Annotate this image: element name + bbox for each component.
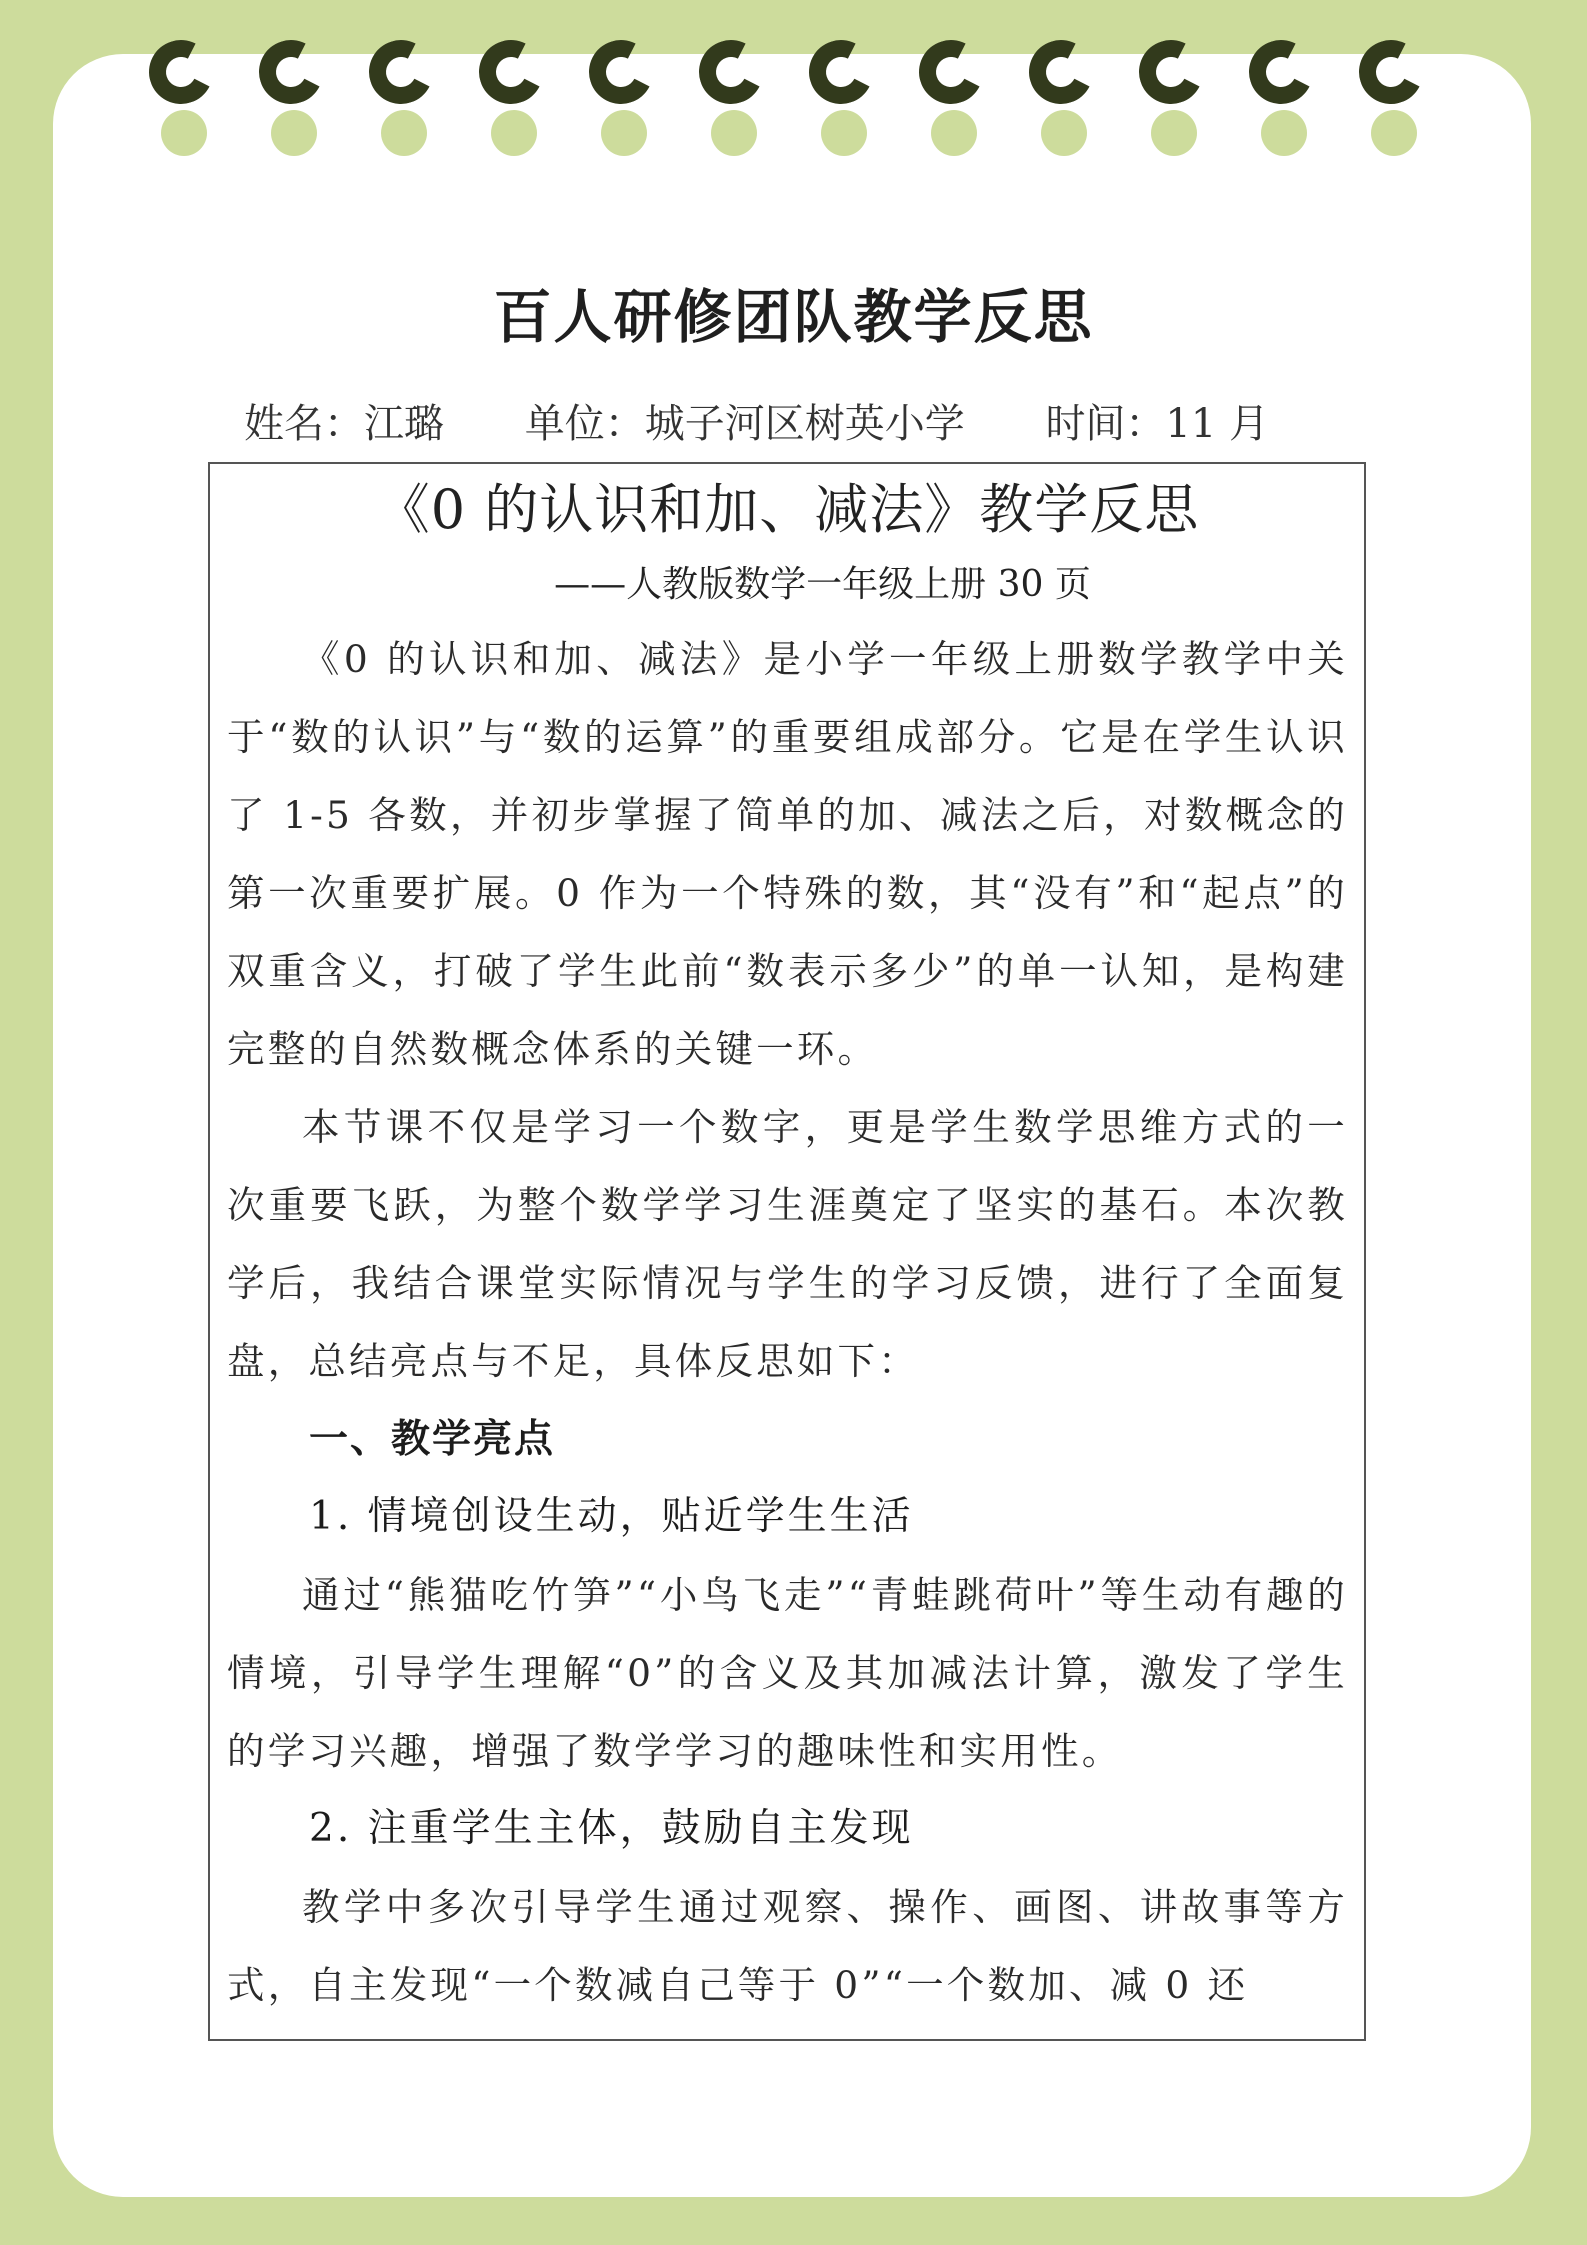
author-unit: 单位：城子河区树英小学 — [524, 401, 965, 447]
binding-hole — [381, 110, 427, 156]
binding-hole — [711, 110, 757, 156]
binding-hole — [1261, 110, 1307, 156]
section-heading: 一、教学亮点 — [309, 1416, 556, 1462]
document-subtitle: ——人教版数学一年级上册 30 页 — [554, 564, 1091, 605]
binding-hole — [931, 110, 977, 156]
page-title: 百人研修团队教学反思 — [493, 283, 1094, 351]
author-info-line — [244, 392, 1269, 449]
intro-paragraph: 《0 的认识和加、减法》是小学一年级上册数学教学中关于“数的认识”与“数的运算”的重要组成部分。它是在学生认识了 1-5 各数，并初步掌握了简单的加、减法之后，对数概念的第一次重要扩展。0 作为一个特殊的数，其“没有”和“起点”的双重含义，打破了学生此前“数表示多少”的单一认知，是构建完整的自然数概念体系的关键一环。 — [227, 637, 1348, 1071]
report-time: 时间：11 月 — [1045, 401, 1270, 447]
point-heading: 1. 情境创设生动，贴近学生生活 — [309, 1494, 914, 1539]
binding-hole — [491, 110, 537, 156]
binding-hole — [601, 110, 647, 156]
binding-hole — [161, 110, 207, 156]
document-title: 《0 的认识和加、减法》教学反思 — [375, 478, 1200, 541]
point-body: 通过“熊猫吃竹笋”“小鸟飞走”“青蛙跳荷叶”等生动有趣的情境，引导学生理解“0”的含义及其加减法计算，激发了学生的学习兴趣，增强了数学学习的趣味性和实用性。 — [227, 1573, 1348, 1773]
binding-hole — [1041, 110, 1087, 156]
binding-hole — [271, 110, 317, 156]
binding-hole — [1151, 110, 1197, 156]
author-name: 姓名：江璐 — [244, 401, 444, 447]
point-body: 教学中多次引导学生通过观察、操作、画图、讲故事等方式，自主发现“一个数减自己等于 0”“一个数加、减 0 还 — [227, 1885, 1348, 2007]
intro-paragraph: 本节课不仅是学习一个数字，更是学生数学思维方式的一次重要飞跃，为整个数学学习生涯奠定了坚实的基石。本次教学后，我结合课堂实际情况与学生的学习反馈，进行了全面复盘，总结亮点与不足，具体反思如下： — [227, 1105, 1348, 1383]
reflection-document — [208, 462, 1366, 2041]
point-heading: 2. 注重学生主体，鼓励自主发现 — [309, 1806, 914, 1851]
binding-hole — [821, 110, 867, 156]
binding-hole — [1371, 110, 1417, 156]
